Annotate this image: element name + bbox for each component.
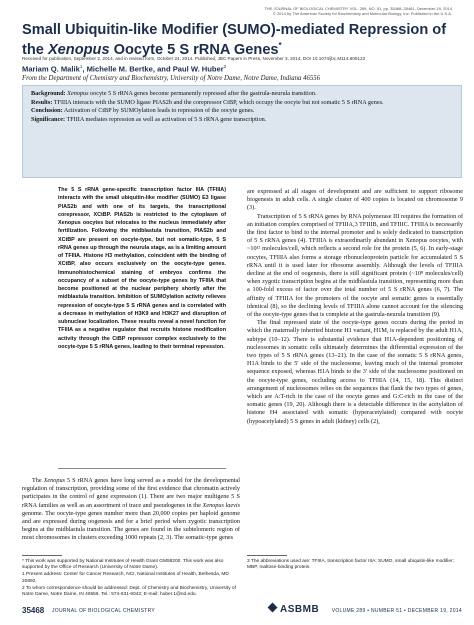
author-footnote-1[interactable]: 1 xyxy=(79,64,83,69)
page-number: 35468 xyxy=(22,606,45,615)
footnote-rule-left xyxy=(22,555,62,556)
significance-text: TFIIIA mediates repression as well as activation of 5 S rRNA gene transcription. xyxy=(65,116,267,124)
author-footnote-2[interactable]: 2 xyxy=(223,64,227,69)
intro-italic: Xenopus xyxy=(43,477,65,484)
volume-info: VOLUME 289 • NUMBER 51 • DECEMBER 19, 2014 xyxy=(331,608,462,614)
intro-italic2: Xenopus laevis xyxy=(202,501,240,509)
conclusion-text: Activation of CtBP by SUMOylation leads to repression of the oocyte genes. xyxy=(62,107,255,115)
title-part1: Small Ubiquitin-like Modifier (SUMO)-mediated Repression of the xyxy=(22,22,447,58)
journal-header-line1: THE JOURNAL OF BIOLOGICAL CHEMISTRY VOL. 289, NO. 51, pp. 35468–35481, December 19, 2014 xyxy=(264,6,452,11)
results-label: Results: xyxy=(31,98,53,106)
abstract-conclusion xyxy=(31,107,453,115)
author-rest[interactable]: , Michelle M. Bertke, and Paul W. Huber xyxy=(82,64,224,74)
conclusion-label: Conclusion: xyxy=(31,107,63,115)
abstract-significance xyxy=(31,116,453,124)
footnote-1: 1 Present address: Center for Cancer Research, NCI, National Institutes of Health, Bethesda, MD 20892. xyxy=(22,572,229,584)
introduction xyxy=(22,477,240,543)
significance-label: Significance: xyxy=(31,116,66,124)
article-title xyxy=(22,22,462,58)
abstract-results xyxy=(31,99,453,107)
asbmb-logo-icon xyxy=(268,603,278,613)
background-label: Background: xyxy=(31,90,66,97)
abstract-background xyxy=(31,90,453,98)
author-malik[interactable]: Mariam Q. Malik xyxy=(22,64,80,74)
footnote-abbreviations: 3 The abbreviations used are: TFIIIA, transcription factor IIIA; SUMO, small ubiquitin-like modifier; MBP, maltose-binding protein. xyxy=(247,559,454,571)
summary-divider xyxy=(58,468,226,469)
right-paragraph-0: are expressed at all stages of development and are sufficient to support ribosome biogenesis in adult cells. A single cluster of 400 copies is located on chromosome 9 (3). xyxy=(247,188,463,212)
summary-abstract: The 5 S rRNA gene-specific transcription factor IIIA (TFIIIA) interacts with the small ubiquitin-like modifier (SUMO) E3 ligase PIAS2b and with one of its targets, the transcriptional corepressor, XCtBP. PIAS2b is restricted to the cytoplasm of Xenopus oocytes but relocates to the nucleus immediately after fertilization. Following the midblastula transition, PIAS2b and XCtBP are present on oocyte-type, but not somatic-type, 5 S rRNA genes up through the neurula stage, as is a limiting amount of TFIIIA. Histone H3 methylation, coincident with the binding of XCtBP, also occurs exclusively on the oocyte-type genes. Immunohistochemical staining of embryos confirms the occupancy of a subset of the oocyte-type genes by TFIIIA that become positioned at the nuclear periphery shortly after the midblastula transition. Inhibition of SUMOylation activity relieves repression of oocyte-type 5 S rRNA genes and is correlated with a decrease in methylation of H3K9 and H3K27 and disruption of subnuclear localization. These results reveal a novel function for TFIIIA as a negative regulator that recruits histone modification activity through the CtBP repressor complex exclusively to the oocyte-type 5 S rRNA genes, leading to their terminal repression. xyxy=(58,187,226,350)
right-paragraph-1: Transcription of 5 S rRNA genes by RNA polymerase III requires the formation of an initiation complex comprised of TFIIIA,3 TFIIIB, and TFIIIC. TFIIIA is necessarily the first factor to bind to the internal promoter and is solely dedicated to transcription of 5 S rRNA genes (4). TFIIIA is extraordinarily abundant in Xenopus oocytes, with ~10¹² molecules/cell, which reflects a second role for the protein (5, 6). In early-stage oocytes, TFIIIA also forms a storage ribonucleoprotein particle for accumulated 5 S rRNA until it is used later for ribosome assembly. Although the levels of TFIIIA decline at the end of oogenesis, there is still significant protein (~10⁸ molecules/cell) when zygotic transcription begins at the midblastula transition, representing more than a 100-fold excess of factor over the total number of 5 S rRNA genes (6, 7). The affinity of TFIIIA for the promoters of the oocyte and somatic genes is essentially identical (8), so the declining levels of TFIIIA alone cannot account for the silencing of the oocyte-type genes that is complete at the gastrula-neurula transition (9). xyxy=(247,212,463,319)
asbmb-logo xyxy=(269,604,319,615)
journal-header-line2: © 2014 by The American Society for Biochemistry and Molecular Biology, Inc. Published in the U.S.A. xyxy=(272,11,452,17)
author-list xyxy=(22,64,226,74)
results-text: TFIIIA interacts with the SUMO ligase PIAS2b and the corepressor CtBP, which occupy the oocyte but not somatic 5 S rRNA genes. xyxy=(52,98,384,106)
title-italic: Xenopus xyxy=(47,41,110,58)
page-footer xyxy=(22,603,462,617)
intro-pre: The xyxy=(32,477,44,484)
capsule-abstract xyxy=(22,85,462,178)
footnote-2: 2 To whom correspondence should be addressed: Dept. of Chemistry and Biochemistry, University of Notre Dame, Notre Dame, IN 46556. Tel.: 574-631-6042; E-mail: huber.1@nd.edu. xyxy=(22,585,236,598)
background-text: oocyte 5 S rRNA genes become permanently repressed after the gastrula-neurula transition. xyxy=(88,90,317,97)
intro-text: 5 S rRNA genes have long served as a model for the developmental regulation of transcription, providing some of the first evidence that chromatin actively participates in the control of gene expression (1). There are two major multigene 5 S rRNA families as well as an assortment of trace and pseudogenes in the xyxy=(22,477,240,509)
title-footnote-mark[interactable]: * xyxy=(278,41,282,50)
received-dates: Received for publication, September 2, 2014, and in revised form, October 24, 2014. Published, JBC Papers in Press, November 3, 2014, DOI 10.1074/jbc.M114.609123 xyxy=(22,56,366,61)
footnote-funding: * This work was supported by National Institutes of Health Grant GM58200. This work was also supported by the Office of Research (University of Notre Dame). xyxy=(22,559,224,571)
background-italic: Xenopus xyxy=(67,90,89,97)
right-paragraph-2: The final repressed state of the oocyte-type genes occurs during the period in which the maternally inherited histone H1 variant, H1M, is replaced by the adult H1A, subtype (10–12). There is substantial evidence that H1A-dependent positioning of nucleosomes in somatic cells ultimately determines the differential expression of the two types of 5 S rRNA genes (13–21). In the case of the somatic 5 S rRNA genes, H1A binds to the 5′ side of the nucleosome, leaving much of the internal promoter sequence exposed, whereas H1A binds to the 3′ side of the nucleosome positioned on the oocyte-type genes, occluding access to TFIIIA (14, 15, 18). This distinct arrangement of nucleosomes relies on the sequences that flank the two types of genes, which are A:T-rich in the case of the oocyte genes and G:C-rich in the case of the somatic genes (19, 20). Although there is a detectable difference in the acetylation of histone H4 associated with somatic (hyperacetylated) compared with oocyte (hypoacetylated) 5 S genes in adult (kidney) cells (2), xyxy=(247,319,463,425)
affiliation: From the Department of Chemistry and Biochemistry, University of Notre Dame, Notre Dame, Indiana 46556 xyxy=(22,75,321,82)
right-column xyxy=(247,188,463,426)
asbmb-logo-text: ASBMB xyxy=(280,604,320,615)
intro-paragraph xyxy=(22,477,240,543)
title-part2: Oocyte 5 S rRNA Genes xyxy=(109,41,279,58)
intro-text2: genome. The oocyte-type genes number more than 20,000 copies per haploid genome and are expressed during oogenesis and for a brief period when zygotic transcription begins at the midblastula transition. The genes are found in the subtelomeric region of most chromosomes in clusters exceeding 1000 repeats (2, 3). The somatic-type genes xyxy=(22,509,240,542)
footnote-rule-right xyxy=(247,555,287,556)
journal-header xyxy=(152,6,452,17)
journal-name: JOURNAL OF BIOLOGICAL CHEMISTRY xyxy=(52,608,156,614)
footnotes xyxy=(22,559,240,599)
